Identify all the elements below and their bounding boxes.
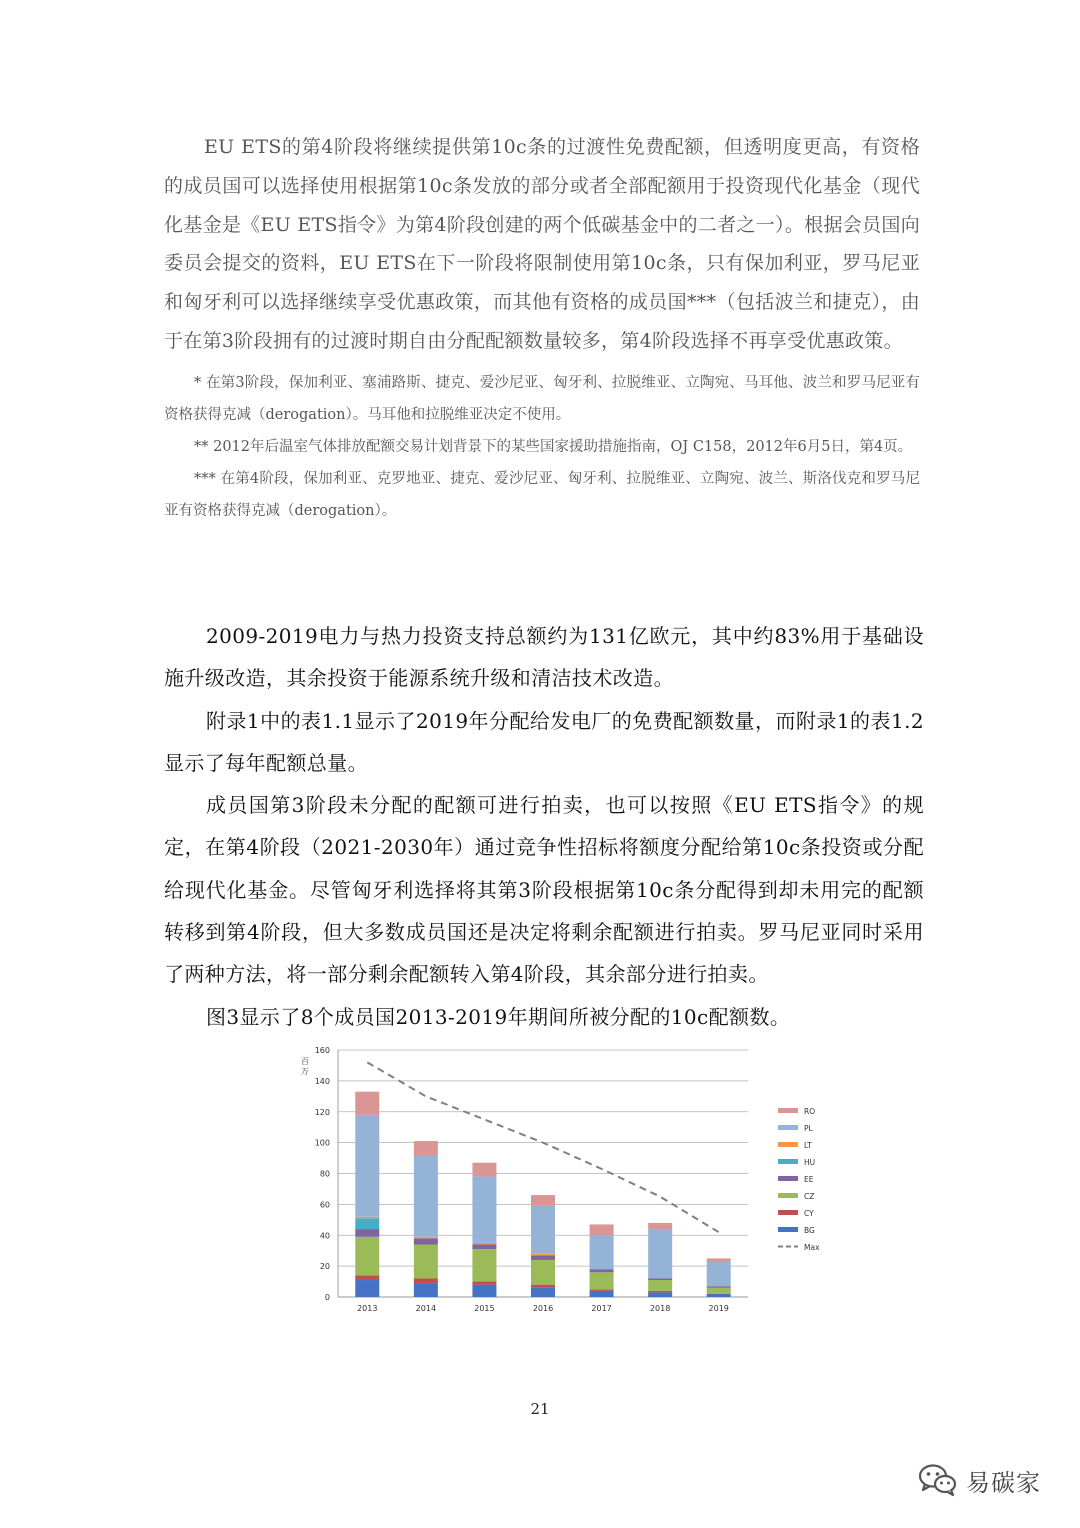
legend-label: HU <box>804 1158 816 1167</box>
legend-label: LT <box>804 1141 812 1150</box>
legend-label: CZ <box>804 1192 815 1201</box>
bar-segment-ro <box>472 1163 496 1177</box>
y-tick-label: 100 <box>314 1138 330 1148</box>
legend-label: CY <box>804 1209 814 1218</box>
y-tick-label: 0 <box>324 1293 330 1302</box>
bar-segment-cz <box>590 1272 614 1289</box>
bar-segment-bg <box>707 1294 731 1297</box>
bar-segment-ro <box>414 1141 438 1155</box>
bar-segment-bg <box>472 1285 496 1297</box>
x-tick-label: 2016 <box>532 1304 554 1313</box>
y-tick-label: 80 <box>319 1169 330 1179</box>
x-tick-label: 2015 <box>474 1304 495 1313</box>
footnote-3: *** 在第4阶段，保加利亚、克罗地亚、捷克、爱沙尼亚、匈牙利、拉脱维亚、立陶宛、波兰、斯洛伐克和罗马尼亚有资格获得克减（derogation）。 <box>164 470 920 519</box>
bar-segment-cy <box>648 1291 672 1293</box>
bar-segment-ro <box>590 1224 614 1235</box>
upper-section <box>164 128 920 527</box>
bar-segment-lt <box>531 1254 555 1256</box>
upper-paragraph: EU ETS的第4阶段将继续提供第10c条的过渡性免费配额，但透明度更高，有资格的成员国可以选择使用根据第10c条发放的部分或者全部配额用于投资现代化基金（现代化基金是《EU ETS指令》为第4阶段创建的两个低碳基金中的二者之一）。根据会员国向委员会提交的资料，EU ETS在下一阶段将限制使用第10c条，只有保加利亚，罗马尼亚和匈牙利可以选择继续享受优惠政策，而其他有资格的成员国***（包括波兰和捷克），由于在第3阶段拥有的过渡时期自由分配配额数量较多，第4阶段选择不再享受优惠政策。 <box>164 136 920 352</box>
bar-segment-ee <box>414 1238 438 1244</box>
main-paragraph-1: 2009-2019电力与热力投资支持总额约为131亿欧元，其中约83%用于基础设施升级改造，其余投资于能源系统升级和清洁技术改造。 <box>164 624 924 691</box>
bar-segment-ee <box>707 1286 731 1288</box>
bar-segment-bg <box>531 1288 555 1297</box>
brand-watermark <box>918 1460 1041 1500</box>
bar-segment-bg <box>590 1291 614 1297</box>
bar-segment-pl <box>355 1115 379 1217</box>
bar-segment-cy <box>414 1278 438 1283</box>
bar-segment-pl <box>472 1177 496 1243</box>
bar-segment-cz <box>355 1237 379 1276</box>
bar-segment-ee <box>472 1245 496 1250</box>
bar-segment-pl <box>707 1261 731 1286</box>
bar-segment-cz <box>648 1280 672 1291</box>
y-tick-label: 20 <box>319 1262 330 1272</box>
bar-segment-cy <box>355 1275 379 1280</box>
main-section <box>164 615 924 1038</box>
bar-segment-ro <box>648 1223 672 1229</box>
bar-segment-ee <box>355 1229 379 1237</box>
bar-segment-pl <box>590 1235 614 1269</box>
y-tick-label: 140 <box>314 1076 330 1086</box>
y-axis-label: 百 <box>301 1057 309 1066</box>
x-tick-label: 2019 <box>708 1304 729 1313</box>
main-paragraph-2: 附录1中的表1.1显示了2019年分配给发电厂的免费配额数量，而附录1的表1.2显示了每年配额总量。 <box>164 708 924 775</box>
bar-segment-bg <box>648 1292 672 1297</box>
bar-segment-cz <box>531 1260 555 1285</box>
bar-segment-ee <box>648 1278 672 1280</box>
bar-segment-hu <box>355 1218 379 1229</box>
x-tick-label: 2018 <box>649 1304 671 1313</box>
bar-segment-cy <box>472 1282 496 1285</box>
legend-label: PL <box>804 1124 813 1133</box>
x-tick-label: 2013 <box>357 1304 378 1313</box>
legend-swatch-bg <box>778 1227 798 1232</box>
legend-swatch-hu <box>778 1159 798 1164</box>
bar-segment-ee <box>590 1269 614 1272</box>
footnote-2: ** 2012年后温室气体排放配额交易计划背景下的某些国家援助措施指南，OJ C158，2012年6月5日，第4页。 <box>194 438 913 455</box>
y-tick-label: 60 <box>319 1200 330 1210</box>
bar-segment-pl <box>531 1206 555 1254</box>
bar-segment-ro <box>531 1195 555 1206</box>
legend-swatch-ro <box>778 1108 798 1113</box>
legend-label: RO <box>804 1107 816 1116</box>
x-tick-label: 2017 <box>591 1304 612 1313</box>
stacked-bar-chart <box>290 1040 850 1330</box>
main-paragraph-3: 成员国第3阶段未分配的配额可进行拍卖，也可以按照《EU ETS指令》的规定，在第4阶段（2021-2030年）通过竞争性招标将额度分配给第10c条投资或分配给现代化基金。尽管匈牙利选择将其第3阶段根据第10c条分配得到却未用完的配额转移到第4阶段，但大多数成员国还是决定将剩余配额进行拍卖。罗马尼亚同时采用了两种方法，将一部分剩余配额转入第4阶段，其余部分进行拍卖。 <box>164 793 924 987</box>
main-paragraph-4: 图3显示了8个成员国2013-2019年期间所被分配的10c配额数。 <box>206 1004 791 1029</box>
bar-segment-bg <box>355 1280 379 1297</box>
figure-3-chart <box>290 1040 850 1330</box>
y-tick-label: 120 <box>314 1107 330 1117</box>
bar-segment-pl <box>414 1155 438 1237</box>
brand-name: 易碳家 <box>966 1468 1041 1497</box>
x-tick-label: 2014 <box>415 1304 437 1313</box>
bar-segment-cz <box>414 1245 438 1279</box>
legend-label: Max <box>804 1243 820 1252</box>
legend-label: EE <box>804 1175 814 1184</box>
y-tick-label: 160 <box>314 1046 330 1055</box>
page-number: 21 <box>530 1400 550 1418</box>
footnote-1: * 在第3阶段，保加利亚、塞浦路斯、捷克、爱沙尼亚、匈牙利、拉脱维亚、立陶宛、马耳他、波兰和罗马尼亚有资格获得克减（derogation）。马耳他和拉脱维亚决定不使用。 <box>164 374 920 423</box>
y-axis-label: 万 <box>301 1067 309 1076</box>
bar-segment-ee <box>531 1255 555 1260</box>
bar-segment-cy <box>531 1285 555 1288</box>
legend-swatch-lt <box>778 1142 798 1147</box>
bar-segment-lt <box>472 1243 496 1245</box>
legend-swatch-pl <box>778 1125 798 1130</box>
legend-label: BG <box>804 1226 815 1235</box>
bar-segment-ro <box>355 1092 379 1115</box>
bar-segment-lt <box>414 1237 438 1239</box>
bar-segment-lt <box>355 1217 379 1219</box>
y-tick-label: 40 <box>319 1231 330 1241</box>
bar-segment-bg <box>414 1283 438 1297</box>
legend-swatch-ee <box>778 1176 798 1181</box>
legend-swatch-cy <box>778 1210 798 1215</box>
bar-segment-ro <box>707 1258 731 1261</box>
legend-swatch-cz <box>778 1193 798 1198</box>
bar-segment-pl <box>648 1229 672 1278</box>
bar-segment-cz <box>472 1249 496 1281</box>
bar-segment-cy <box>590 1289 614 1291</box>
wechat-icon <box>918 1463 958 1497</box>
bar-segment-cz <box>707 1288 731 1294</box>
